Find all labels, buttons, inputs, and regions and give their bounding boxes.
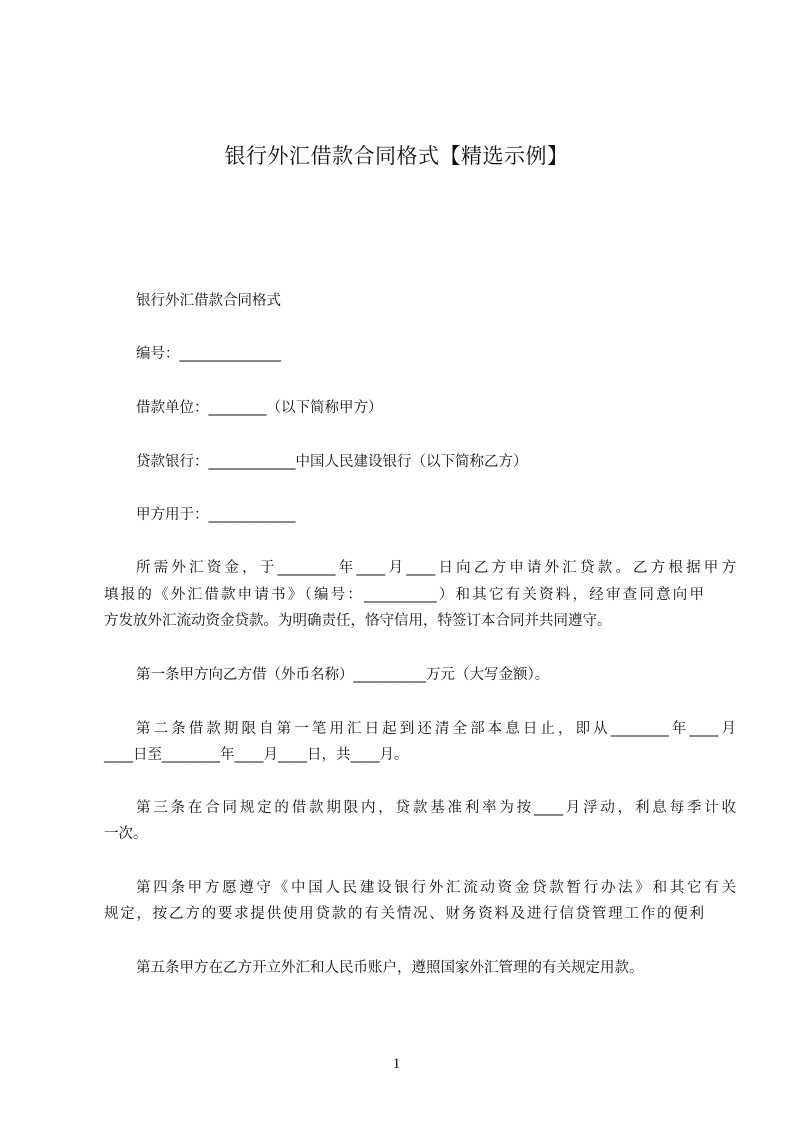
article-4-line-1: 第四条甲方愿遵守《中国人民建设银行外汇流动资金贷款暂行办法》和其它有关 [136, 880, 736, 896]
contract-number-line: 编号：______________ [136, 346, 281, 362]
paragraph-application-line-3: 方发放外汇流动资金贷款。为明确责任，恪守信用，特签订本合同并共同遵守。 [104, 613, 612, 629]
paragraph-application-line-1: 所需外汇资金，于________年____月____日向乙方申请外汇贷款。乙方根据甲方 [136, 560, 736, 576]
article-3-line-1: 第三条在合同规定的借款期限内，贷款基准利率为按____月浮动，利息每季计收 [136, 800, 736, 816]
article-4-line-2: 规定，按乙方的要求提供使用贷款的有关情况、财务资料及进行信贷管理工作的便利 [104, 906, 704, 922]
article-2-line-1: 第二条借款期限自第一笔用汇日起到还清全部本息日止，即从________年____月 [136, 721, 736, 737]
borrower-line: 借款单位：________（以下简称甲方） [136, 400, 383, 416]
article-2-line-2: ____日至________年____月____日，共____月。 [104, 747, 409, 763]
article-1: 第一条甲方向乙方借（外币名称）__________万元（大写金额）。 [136, 667, 550, 683]
lender-bank-line: 贷款银行：____________中国人民建设银行（以下简称乙方） [136, 454, 528, 470]
paragraph-application-line-2: 填报的《外汇借款申请书》（编号：__________）和其它有关资料，经审查同意向甲 [104, 587, 704, 603]
article-3-line-2: 一次。 [104, 826, 148, 842]
document-title: 银行外汇借款合同格式【精选示例】 [224, 144, 569, 168]
contract-format-heading: 银行外汇借款合同格式 [136, 293, 281, 309]
page-number: 1 [392, 1056, 401, 1072]
article-5: 第五条甲方在乙方开立外汇和人民币账户，遵照国家外汇管理的有关规定用款。 [136, 960, 644, 976]
party-a-purpose-line: 甲方用于：____________ [136, 507, 296, 523]
